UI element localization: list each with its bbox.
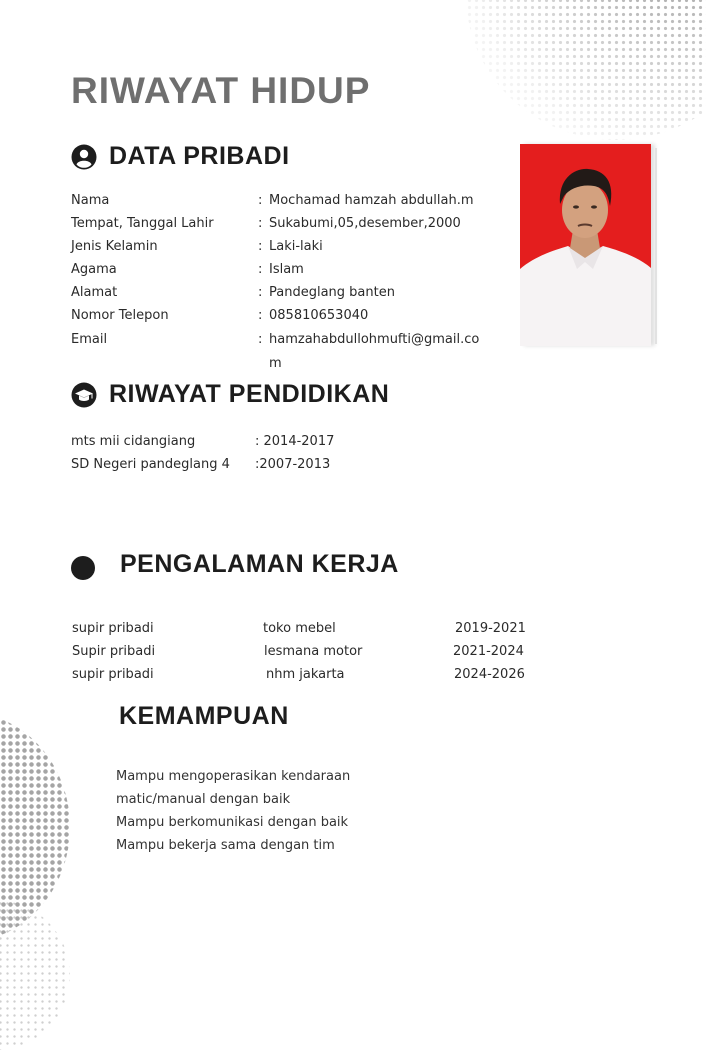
field-label-nama: Nama (71, 193, 110, 208)
decorative-halftone-top-right (466, 0, 706, 140)
section-title: DATA PRIBADI (109, 142, 290, 170)
field-label-email: Email (71, 332, 108, 347)
field-value-alamat: Pandeglang banten (269, 285, 395, 300)
photo-shadow-edge (655, 148, 657, 344)
section-heading-data-pribadi (71, 142, 290, 171)
field-label-telepon: Nomor Telepon (71, 308, 169, 323)
section-title: RIWAYAT PENDIDIKAN (109, 380, 390, 408)
education-years: : 2014-2017 (255, 434, 335, 449)
user-circle-icon (71, 144, 97, 170)
field-value-ttl: Sukabumi,05,desember,2000 (269, 216, 461, 231)
education-school: SD Negeri pandeglang 4 (71, 457, 230, 472)
skill-line: Mampu mengoperasikan kendaraan (116, 769, 351, 784)
person-portrait-illustration (520, 144, 651, 346)
skill-line: Mampu bekerja sama dengan tim (116, 838, 335, 853)
work-company: nhm jakarta (266, 667, 345, 682)
work-position: supir pribadi (72, 667, 154, 682)
skill-line: Mampu berkomunikasi dengan baik (116, 815, 349, 830)
field-colon: : (258, 262, 263, 277)
field-value-jenis-kelamin: Laki-laki (269, 239, 323, 254)
field-colon: : (258, 239, 263, 254)
work-years: 2021-2024 (453, 644, 524, 659)
education-school: mts mii cidangiang (71, 434, 196, 449)
field-label-alamat: Alamat (71, 285, 118, 300)
field-label-ttl: Tempat, Tanggal Lahir (71, 216, 214, 231)
bullet-circle-icon (71, 556, 95, 580)
field-label-jenis-kelamin: Jenis Kelamin (71, 239, 158, 254)
section-heading-riwayat-pendidikan (71, 380, 389, 409)
field-colon: : (258, 285, 263, 300)
field-colon: : (258, 332, 263, 347)
section-heading-pengalaman-kerja (71, 548, 399, 580)
field-label-agama: Agama (71, 262, 117, 277)
section-title: PENGALAMAN KERJA (120, 549, 399, 578)
work-years: 2024-2026 (454, 667, 525, 682)
page-title: RIWAYAT HIDUP (71, 70, 371, 111)
work-years: 2019-2021 (455, 621, 526, 636)
work-company: toko mebel (263, 621, 336, 636)
decorative-halftone-bottom-left-light (0, 900, 70, 1050)
skill-line: matic/manual dengan baik (116, 792, 291, 807)
work-position: supir pribadi (72, 621, 154, 636)
graduation-cap-icon (71, 382, 97, 408)
field-value-agama: Islam (269, 262, 304, 277)
section-title: KEMAMPUAN (119, 702, 289, 730)
field-colon: : (258, 193, 263, 208)
field-value-email: hamzahabdullohmufti@gmail.co (269, 332, 480, 347)
section-heading-kemampuan (119, 702, 289, 731)
field-value-telepon: 085810653040 (269, 308, 369, 323)
education-years: :2007-2013 (255, 457, 331, 472)
field-colon: : (258, 308, 263, 323)
field-value-nama: Mochamad hamzah abdullah.m (269, 193, 474, 208)
field-colon: : (258, 216, 263, 231)
work-company: lesmana motor (264, 644, 363, 659)
profile-photo (520, 144, 651, 346)
work-position: Supir pribadi (72, 644, 156, 659)
field-value-email-continued: m (269, 356, 282, 371)
